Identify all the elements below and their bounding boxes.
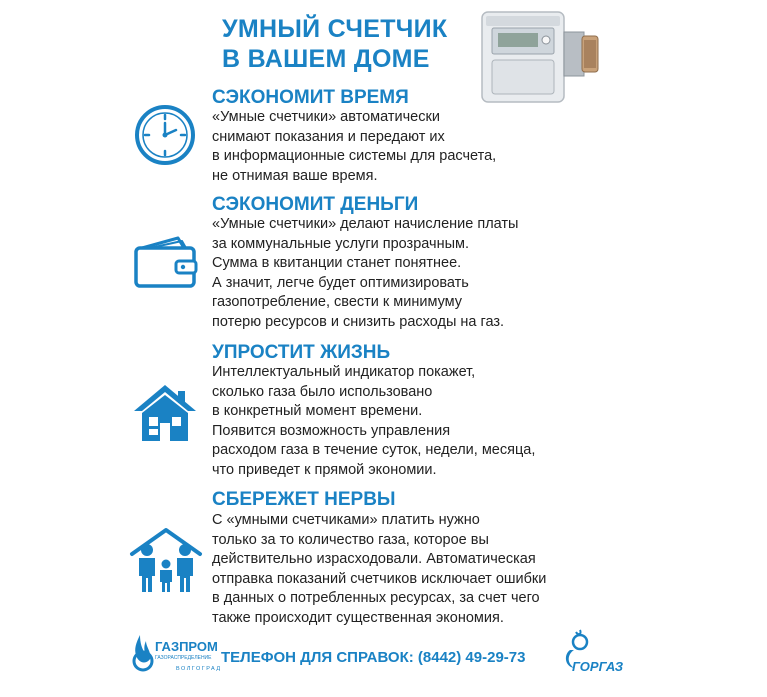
house-icon	[132, 383, 198, 443]
section-text-nerves	[212, 511, 546, 629]
section-heading-life: УПРОСТИТ ЖИЗНЬ	[212, 342, 391, 363]
text-line: потерю ресурсов и снизить расходы на газ.	[212, 313, 505, 330]
section-heading-nerves: СБЕРЕЖЕТ НЕРВЫ	[212, 489, 396, 510]
gorgaz-logo	[556, 628, 626, 678]
section-text-time	[212, 108, 496, 186]
gazprom-logo	[132, 633, 224, 675]
text-line: действительно израсходовали. Автоматическая	[212, 551, 536, 568]
clock-icon	[134, 104, 196, 166]
text-line: в информационные системы для расчета,	[212, 148, 497, 165]
title-line-2: В ВАШЕМ ДОМЕ	[222, 45, 430, 73]
text-line: Появится возможность управления	[212, 422, 451, 439]
family-icon	[128, 526, 204, 594]
text-line: снимают показания и передают их	[212, 128, 445, 145]
text-line: что приведет к прямой экономии.	[212, 461, 437, 478]
gazprom-city-text: ВОЛГОГРАД	[176, 666, 222, 672]
text-line: отправка показаний счетчиков исключает ошибки	[212, 570, 547, 587]
gazprom-logo-text: ГАЗПРОМ	[155, 639, 218, 654]
text-line: «Умные счетчики» делают начисление платы	[212, 216, 519, 232]
section-text-money	[212, 215, 518, 333]
text-line: Интеллектуальный индикатор покажет,	[212, 364, 476, 380]
gazprom-sub-text: ГАЗОРАСПРЕДЕЛЕНИЕ	[155, 655, 212, 661]
text-line: только за то количество газа, которое вы	[212, 531, 489, 548]
text-line: Сумма в квитанции станет понятнее.	[212, 255, 462, 272]
phone-text: ТЕЛЕФОН ДЛЯ СПРАВОК: (8442) 49-29-73	[221, 649, 526, 666]
text-line: сколько газа было использовано	[212, 383, 433, 400]
text-line: газопотребление, свести к минимуму	[212, 294, 463, 311]
section-text-life	[212, 363, 535, 481]
text-line: в конкретный момент времени.	[212, 403, 423, 420]
text-line: в данных о потребленных ресурсах, за счет чего	[212, 590, 540, 607]
text-line: не отнимая ваше время.	[212, 167, 378, 184]
text-line: расходом газа в течение суток, недели, месяца,	[212, 442, 536, 459]
text-line: А значит, легче будет оптимизировать	[212, 274, 469, 291]
text-line: за коммунальные услуги прозрачным.	[212, 235, 469, 252]
text-line: «Умные счетчики» автоматически	[212, 109, 440, 125]
title-line-1: УМНЫЙ СЧЕТЧИК	[222, 15, 448, 43]
text-line: также происходит существенная экономия.	[212, 609, 504, 626]
section-heading-time: СЭКОНОМИТ ВРЕМЯ	[212, 87, 409, 108]
gas-meter-image	[478, 8, 603, 110]
gorgaz-logo-text: ГОРГАЗ	[572, 659, 624, 674]
page-title	[222, 14, 447, 74]
wallet-icon	[132, 234, 200, 290]
text-line: С «умными счетчиками» платить нужно	[212, 512, 480, 528]
section-heading-money: СЭКОНОМИТ ДЕНЬГИ	[212, 194, 419, 215]
